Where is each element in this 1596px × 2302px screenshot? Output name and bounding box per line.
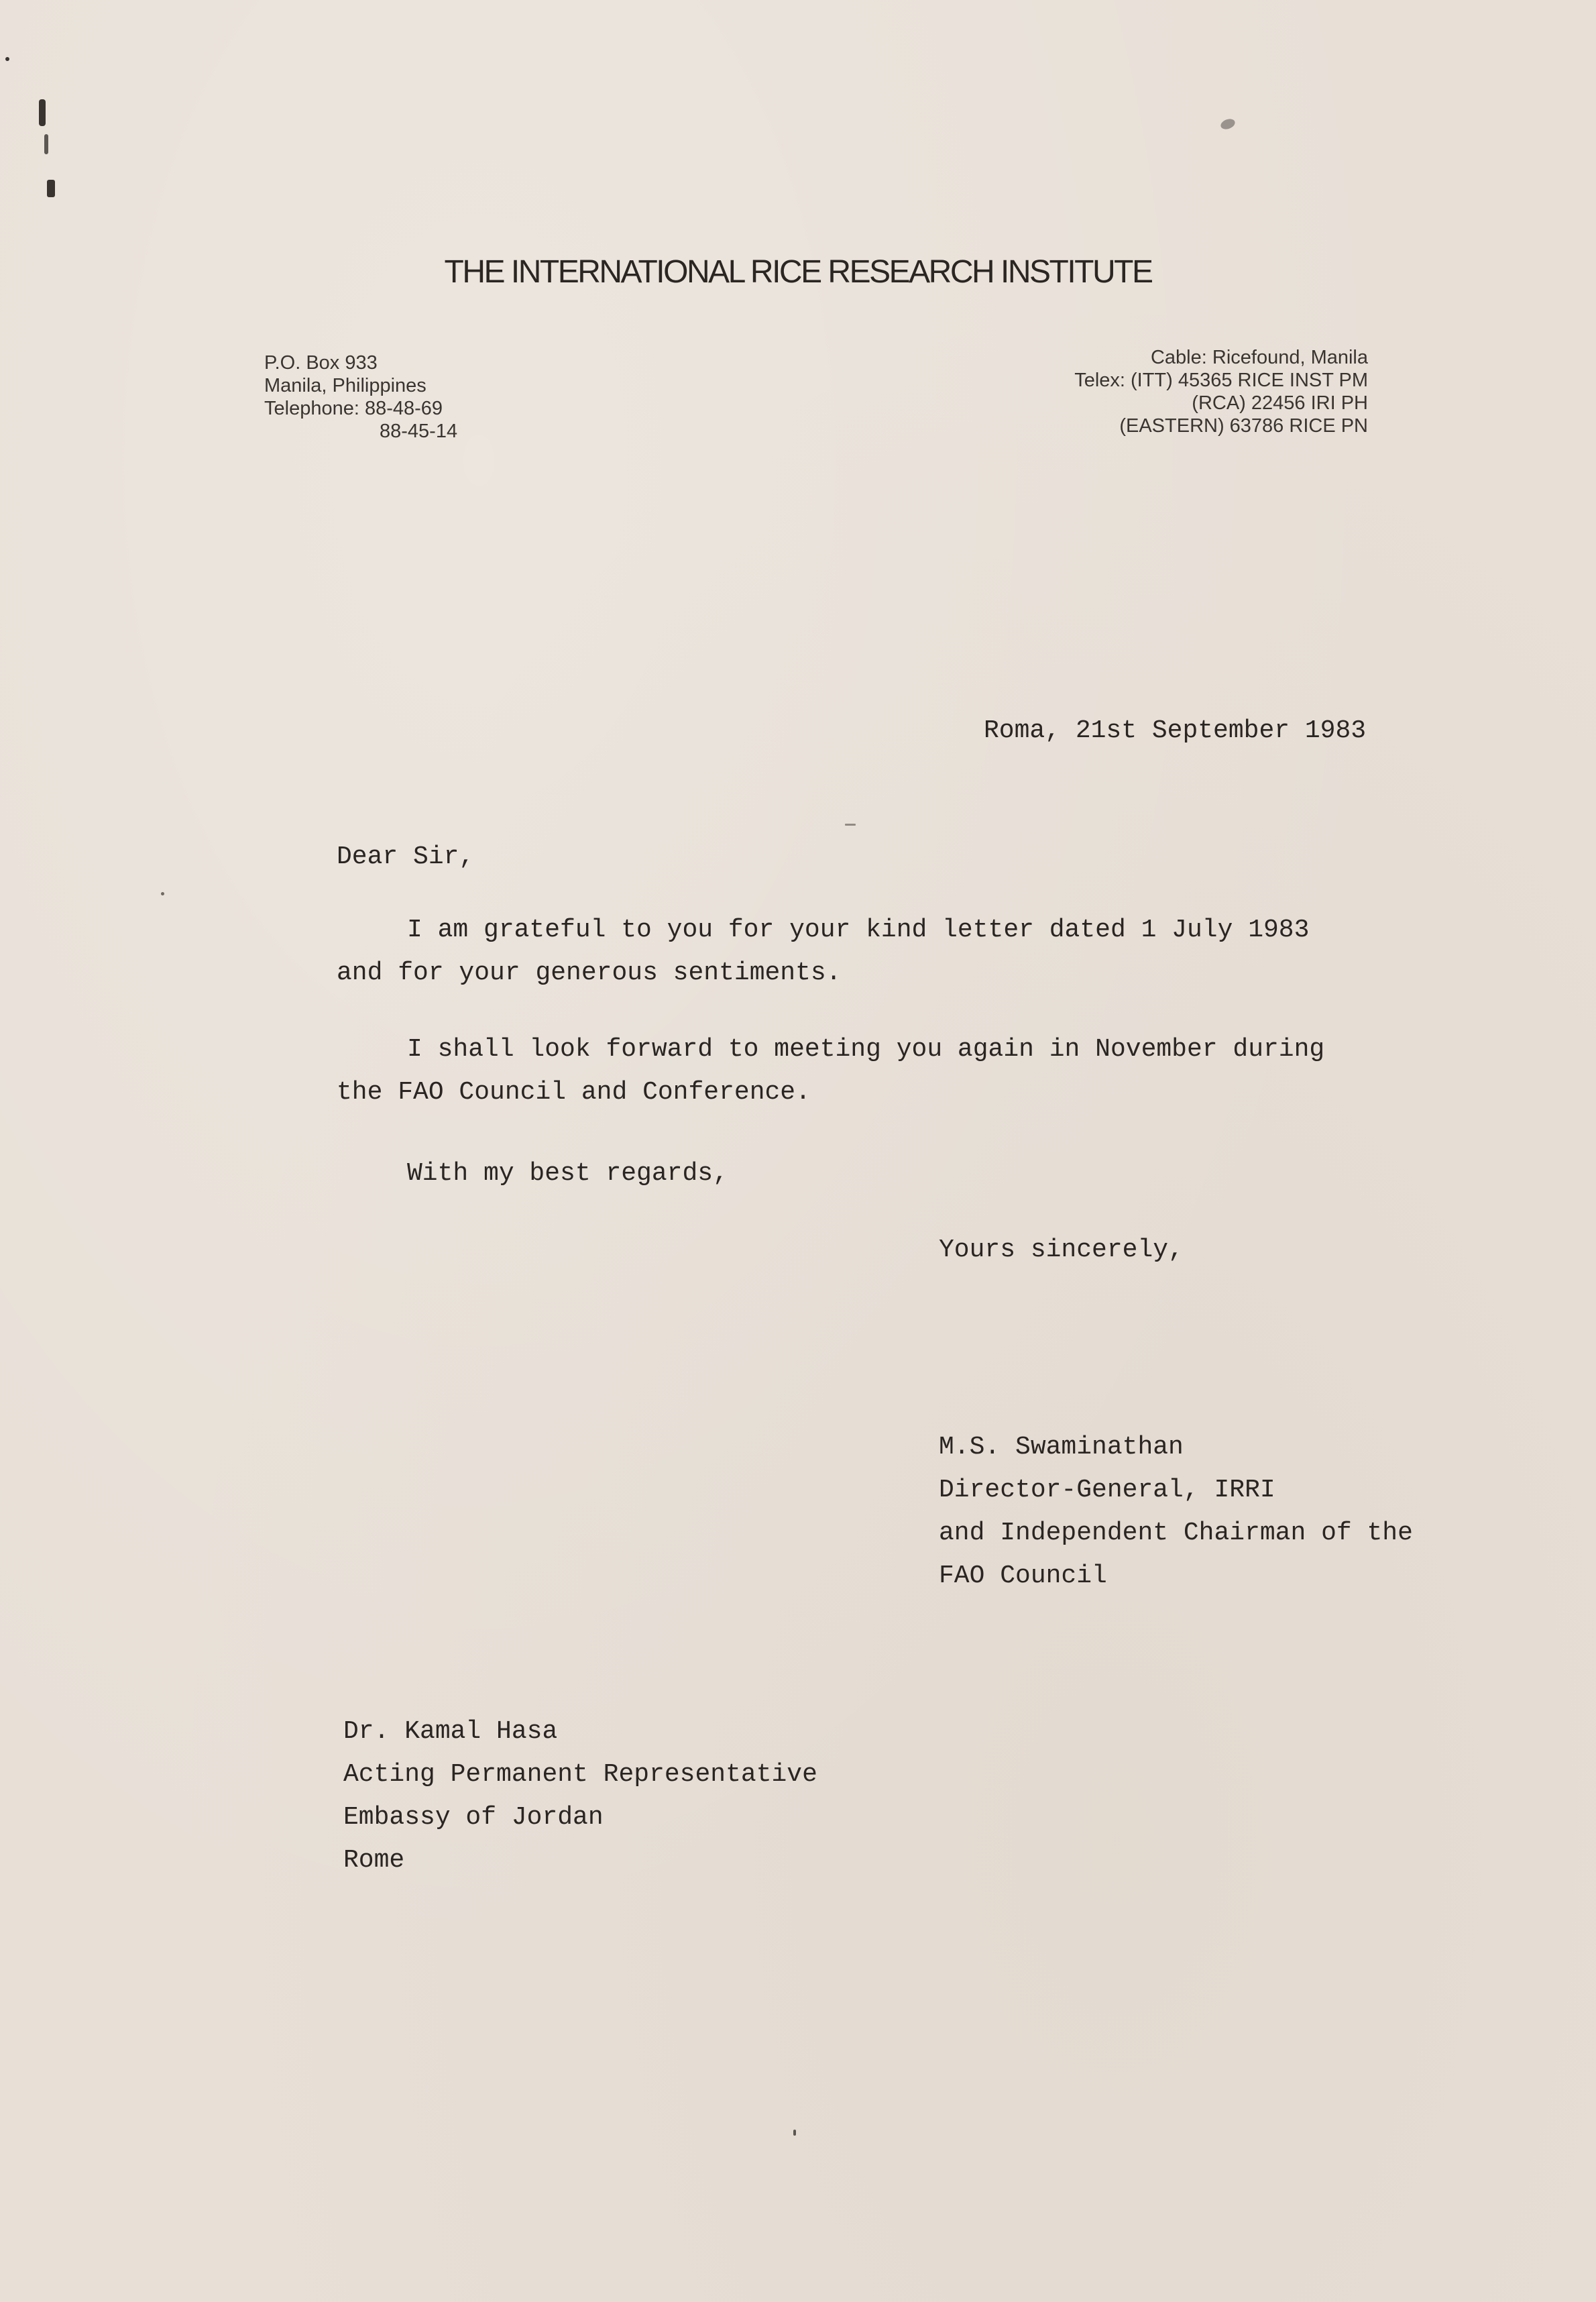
signer-title: and Independent Chairman of the	[939, 1519, 1413, 1547]
address-line: Manila, Philippines	[264, 375, 426, 396]
paper-blemish	[5, 57, 9, 61]
signer-title: Director-General, IRRI	[939, 1476, 1275, 1504]
paragraph-line: and for your generous sentiments.	[337, 958, 842, 987]
regards-line: With my best regards,	[407, 1159, 728, 1188]
telex-line: (RCA) 22456 IRI PH	[1192, 392, 1368, 414]
addressee-title: Acting Permanent Representative	[343, 1760, 817, 1789]
addressee-city: Rome	[343, 1846, 405, 1875]
telex-line: Telex: (ITT) 45365 RICE INST PM	[1074, 370, 1368, 391]
telex-line: (EASTERN) 63786 RICE PN	[1119, 415, 1368, 437]
paragraph-1	[337, 909, 1309, 995]
signer-title: FAO Council	[939, 1561, 1107, 1590]
telephone-line: 88-45-14	[380, 421, 458, 442]
signature-block	[939, 1426, 1413, 1598]
paragraph-line: I shall look forward to meeting you again in November during	[407, 1035, 1325, 1064]
signer-name: M.S. Swaminathan	[939, 1433, 1184, 1462]
closing: Yours sincerely,	[939, 1236, 1184, 1264]
letterhead-cable-telex	[1074, 346, 1368, 437]
paper-blemish	[47, 180, 55, 197]
paper-blemish	[1219, 117, 1236, 131]
letter-date: Roma, 21st September 1983	[984, 716, 1367, 745]
addressee-name: Dr. Kamal Hasa	[343, 1717, 558, 1746]
address-line: P.O. Box 933	[264, 352, 378, 374]
salutation: Dear Sir,	[337, 842, 475, 871]
paper-blemish	[793, 2130, 796, 2136]
addressee-organization: Embassy of Jordan	[343, 1803, 604, 1832]
letterhead-address	[264, 351, 457, 443]
cable-line: Cable: Ricefound, Manila	[1150, 347, 1368, 368]
addressee-block	[343, 1710, 817, 1882]
paper-blemish	[161, 892, 164, 895]
paper-blemish	[44, 134, 48, 154]
letterhead-title: THE INTERNATIONAL RICE RESEARCH INSTITUTE	[444, 254, 1152, 290]
paper-blemish	[39, 99, 46, 126]
paragraph-2	[337, 1028, 1324, 1114]
paper-blemish	[845, 824, 856, 826]
paragraph-line: the FAO Council and Conference.	[337, 1078, 811, 1107]
paragraph-line: I am grateful to you for your kind letter dated 1 July 1983	[407, 916, 1310, 944]
telephone-line: Telephone: 88-48-69	[264, 398, 443, 419]
